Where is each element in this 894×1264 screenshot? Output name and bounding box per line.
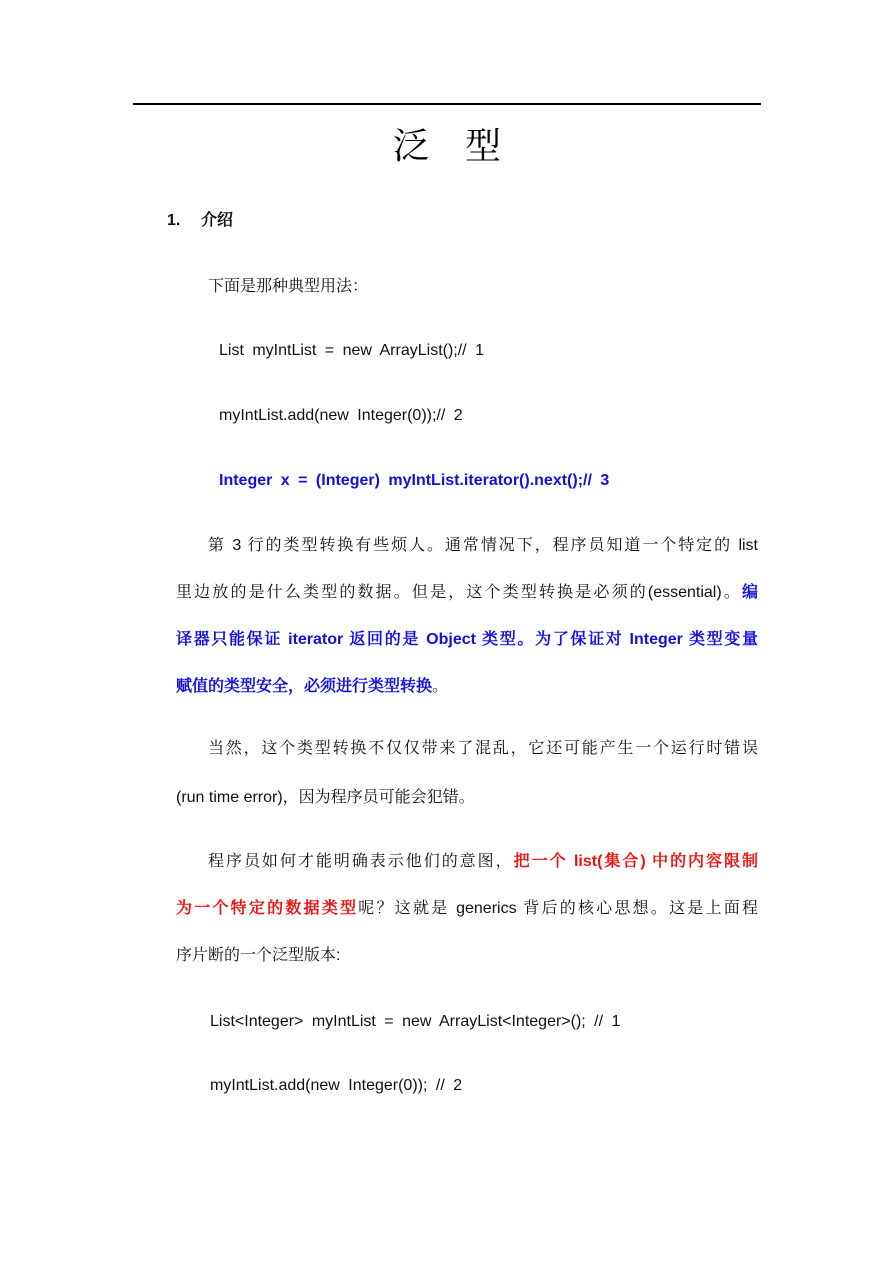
para1-line2-text: 里边放的是什么类型的数据。但是，这个类型转换是必须的(essential)。: [176, 584, 742, 601]
para1-line2-highlight: 编: [741, 584, 758, 601]
section-number: 1.: [167, 212, 181, 229]
generic-code-line-1: List<Integer> myIntList = new ArrayList<Integer>(); // 1: [210, 1013, 621, 1030]
para1-line1: 第 3 行的类型转换有些烦人。通常情况下，程序员知道一个特定的 list: [208, 537, 758, 554]
para1-line4-end: 。: [432, 678, 449, 695]
para2-line1: 当然，这个类型转换不仅仅带来了混乱，它还可能产生一个运行时错误: [208, 740, 758, 757]
para1-line2: [176, 582, 758, 604]
section-title: 介绍: [201, 212, 234, 229]
code-line-1: List myIntList = new ArrayList();// 1: [219, 342, 484, 359]
page-title: 泛型: [392, 125, 537, 166]
code-line-2: myIntList.add(new Integer(0));// 2: [219, 407, 463, 424]
para3-line1-text: 程序员如何才能明确表示他们的意图，: [208, 853, 514, 870]
para1-line4: [176, 676, 448, 698]
section-heading: [167, 210, 233, 232]
para3-line2-highlight: 为一个特定的数据类型: [176, 900, 359, 917]
para2-line2: (run time error)，因为程序员可能会犯错。: [176, 789, 475, 806]
para1-line3-highlight: 译器只能保证 iterator 返回的是 Object 类型。为了保证对 Integer 类型变量: [176, 631, 758, 648]
para3-line1-highlight: 把一个 list(集合) 中的内容限制: [513, 853, 758, 870]
para3-line2: [176, 898, 758, 920]
para3-line3: 序片断的一个泛型版本:: [176, 947, 341, 964]
para3-line1: [208, 851, 758, 873]
para1-line4-highlight: 赋值的类型安全，必须进行类型转换: [176, 678, 433, 695]
header-rule: [133, 103, 761, 105]
generic-code-line-2: myIntList.add(new Integer(0)); // 2: [210, 1077, 463, 1094]
para3-line2-text: 呢？这就是 generics 背后的核心思想。这是上面程: [358, 900, 758, 917]
code-line-3-highlighted: Integer x = (Integer) myIntList.iterator().next();// 3: [219, 472, 610, 489]
intro-text: 下面是那种典型用法：: [208, 278, 369, 295]
